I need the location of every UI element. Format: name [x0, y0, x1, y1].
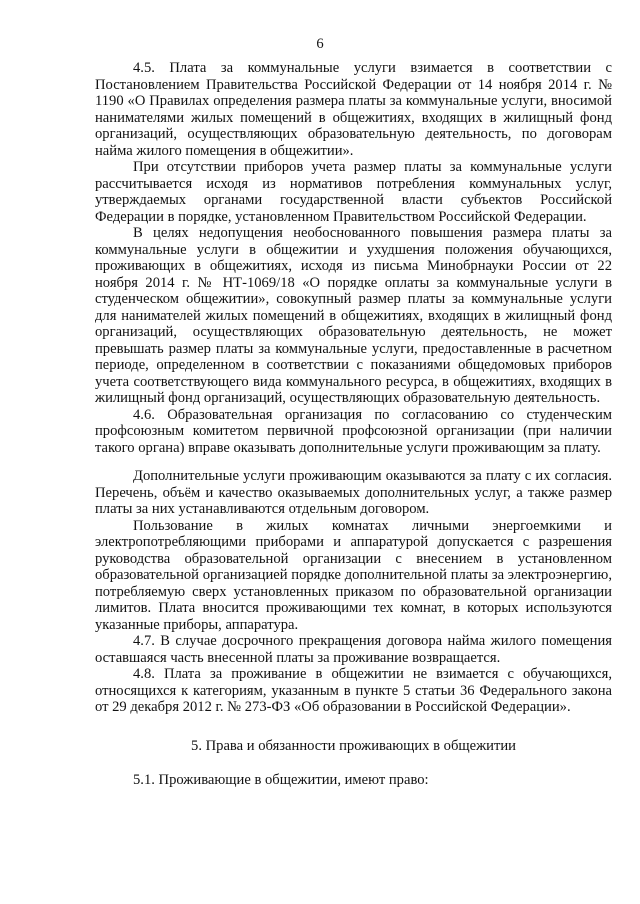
paragraph-5-1: 5.1. Проживающие в общежитии, имеют право: [133, 772, 429, 788]
document-body [95, 60, 612, 789]
paragraph-no-meters: При отсутствии приборов учета размер платы за коммунальные услуги рассчитывается исходя из нормативов потребления коммунальных услуг, утверждаемых органами государственной власти субъектов Российской Федерации в порядке, установленном Правительством Российской Федерации. [95, 159, 612, 225]
page-number: 6 [316, 36, 324, 52]
paragraph-4-5: 4.5. Плата за коммунальные услуги взимается в соответствии с Постановлением Правительства Российской Федерации от 14 ноября 2014 г. № 1190 «О Правилах определения размера платы за коммунальные услуги, вносимой нанимателями жилых помещений в общежитиях, входящих в жилищный фонд организаций, осуществляющих образовательную деятельность, по договорам найма жилого помещения в общежитии». [95, 60, 612, 159]
paragraph-additional-services: Дополнительные услуги проживающим оказываются за плату с их согласия. Перечень, объём и качество оказываемых дополнительных услуг, а также размер платы за них устанавливаются отдельным договором. [95, 468, 612, 517]
paragraph-appliances: Пользование в жилых комнатах личными энергоемкими и электропотребляющими приборами и аппаратурой допускается с разрешения руководства образовательной организации с внесением в установленном образовательной организацией порядке дополнительной платы за электроэнергию, потребляемую сверх установленных приказом по образовательной организации лимитов. Плата вносится проживающими тех комнат, в которых используются указанные приборы, аппаратура. [95, 517, 612, 633]
paragraph-4-7: 4.7. В случае досрочного прекращения договора найма жилого помещения оставшаяся часть внесенной платы за проживание возвращается. [95, 633, 612, 666]
paragraph-4-6: 4.6. Образовательная организация по согласованию со студенческим профсоюзным комитетом первичной профсоюзной организации (при наличии такого органа) вправе оказывать дополнительные услуги проживающим за плату. [95, 406, 612, 456]
paragraph-payment-limit: В целях недопущения необоснованного повышения размера платы за коммунальные услуги в общежитии и ухудшения положения обучающихся, проживающих в общежитиях, исходя из письма Минобрнауки России от 22 ноября 2014 г. № НТ-1069/18 «О порядке оплаты за коммунальные услуги в студенческом общежитии», совокупный размер платы за коммунальные услуги для нанимателей жилых помещений в общежитиях, входящих в жилищный фонд организаций, осуществляющих образовательную деятельность, не может превышать размер платы за коммунальные услуги, предоставленные в расчетном периоде, определенном в соответствии с показаниями общедомовых приборов учета соответствующего вида коммунального ресурса, в общежитиях, входящих в жилищный фонд организаций, осуществляющих образовательную деятельность. [95, 225, 612, 406]
paragraph-4-8: 4.8. Плата за проживание в общежитии не взимается с обучающихся, относящихся к категориям, указанным в пункте 5 статьи 36 Федерального закона от 29 декабря 2012 г. № 273-ФЗ «Об образовании в Российской Федерации». [95, 666, 612, 715]
section-heading: 5. Права и обязанности проживающих в общежитии [191, 737, 516, 754]
